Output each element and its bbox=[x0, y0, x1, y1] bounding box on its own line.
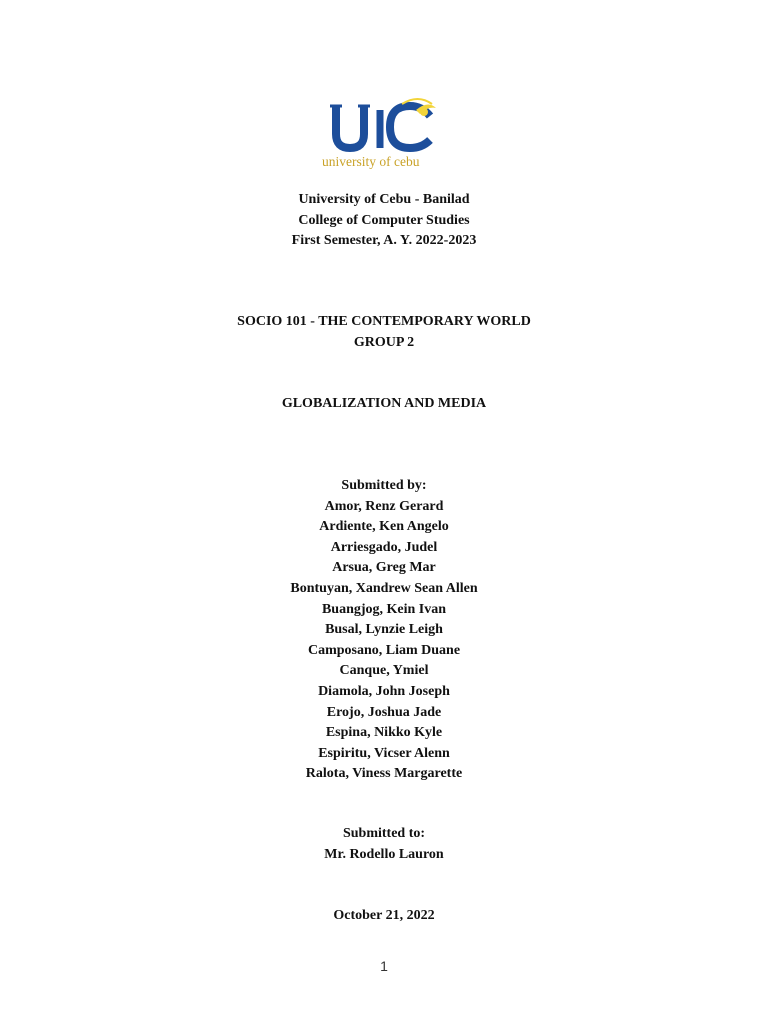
college-name: College of Computer Studies bbox=[298, 212, 470, 228]
submitted-to-block bbox=[0, 824, 768, 865]
institution-name: University of Cebu - Banilad bbox=[298, 192, 470, 207]
topic-block bbox=[0, 394, 768, 415]
member-name: Buangjog, Kein Ivan bbox=[321, 601, 447, 617]
instructor-name: Mr. Rodello Lauron bbox=[324, 846, 444, 862]
member-name: Canque, Ymiel bbox=[339, 663, 429, 679]
member-name: Arsua, Greg Mar bbox=[332, 560, 436, 576]
semester: First Semester, A. Y. 2022-2023 bbox=[291, 233, 477, 249]
member-name: Erojo, Joshua Jade bbox=[326, 704, 442, 720]
uc-logo-icon bbox=[318, 96, 452, 172]
logo-wordmark: university of cebu bbox=[322, 154, 420, 169]
submitted-by-block bbox=[0, 476, 768, 785]
member-name: Ralota, Viness Margarette bbox=[305, 766, 463, 782]
course-title: SOCIO 101 - THE CONTEMPORARY WORLD bbox=[237, 314, 531, 329]
course-block bbox=[0, 312, 768, 353]
member-name: Bontuyan, Xandrew Sean Allen bbox=[290, 580, 478, 596]
member-name: Camposano, Liam Duane bbox=[307, 642, 461, 658]
date-block bbox=[0, 906, 768, 927]
group-label: GROUP 2 bbox=[353, 334, 415, 350]
member-name: Busal, Lynzie Leigh bbox=[325, 622, 443, 638]
member-name: Diamola, John Joseph bbox=[318, 683, 450, 699]
submitted-to-label: Submitted to: bbox=[342, 826, 426, 841]
topic-title: GLOBALIZATION AND MEDIA bbox=[281, 396, 487, 411]
uc-logo-graphic bbox=[318, 96, 452, 172]
member-name: Espina, Nikko Kyle bbox=[325, 725, 443, 741]
page-number: 1 bbox=[380, 958, 388, 974]
member-name: Espiritu, Vicser Alenn bbox=[318, 745, 450, 761]
member-name: Ardiente, Ken Angelo bbox=[319, 519, 449, 535]
submission-date: October 21, 2022 bbox=[333, 908, 435, 923]
member-name: Amor, Renz Gerard bbox=[324, 498, 444, 514]
member-name: Arriesgado, Judel bbox=[330, 539, 438, 555]
submitted-by-label: Submitted by: bbox=[341, 478, 427, 493]
institution-block bbox=[0, 190, 768, 252]
